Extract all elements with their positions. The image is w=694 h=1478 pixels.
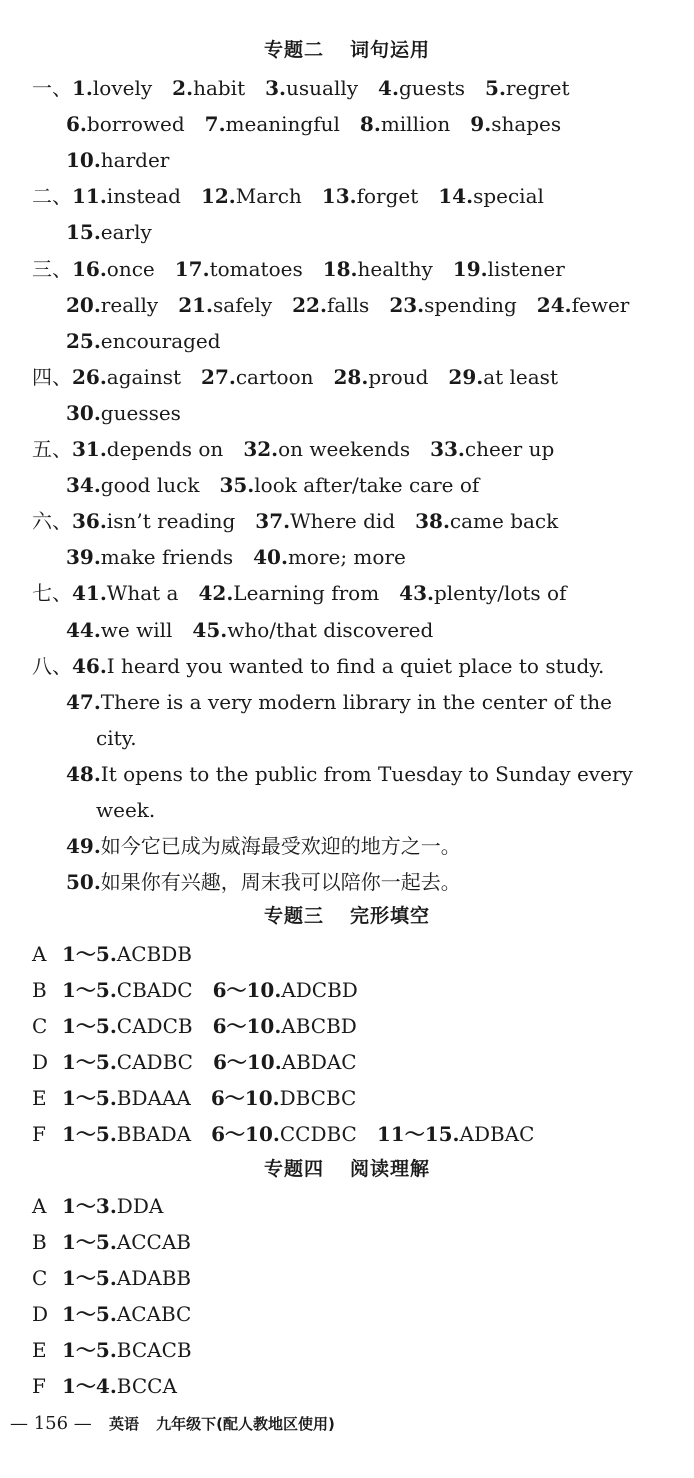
answer-line <box>66 868 461 896</box>
passage-letter: E <box>32 1086 47 1110</box>
answer-letters: ABDAC <box>281 1050 357 1074</box>
question-number: 42. <box>198 581 234 606</box>
answer-item <box>66 543 233 571</box>
answer-line <box>32 74 570 102</box>
question-number: 47. <box>66 689 101 714</box>
question-number: 35. <box>219 473 255 498</box>
answer-key-row <box>32 1012 357 1040</box>
question-number: 1. <box>72 76 93 100</box>
question-number: 48. <box>66 761 101 786</box>
answer-text: meaningful <box>225 112 340 137</box>
topic4-title-label: 专题四 <box>263 1158 324 1180</box>
answer-key-row <box>32 1336 192 1364</box>
question-number: 19. <box>452 256 488 281</box>
answer-text: It opens to the public from Tuesday to Sunday every <box>100 761 633 786</box>
question-number: 23. <box>389 292 425 317</box>
topic4-title-name: 阅读理解 <box>350 1158 431 1180</box>
answer-line <box>66 760 633 788</box>
footer-subject: 英语 <box>108 1415 139 1433</box>
answer-letters: CCDBC <box>279 1122 357 1146</box>
answer-text: we will <box>100 617 173 642</box>
answer-item <box>66 832 461 860</box>
answer-text: tomatoes <box>209 256 303 281</box>
answer-line <box>66 327 221 355</box>
section-number: 四、 <box>32 364 72 389</box>
topic4-title <box>0 1155 694 1183</box>
answer-text: borrowed <box>86 112 185 137</box>
answer-item <box>415 507 558 535</box>
answer-line <box>32 652 604 680</box>
answer-key-row <box>32 1084 356 1112</box>
question-number: 29. <box>448 364 484 389</box>
answer-text: March <box>235 184 302 209</box>
answer-text: forget <box>356 184 419 209</box>
question-number: 33. <box>430 437 465 461</box>
answer-item <box>430 435 554 463</box>
answer-line <box>32 182 544 210</box>
answer-text: proud <box>368 364 429 389</box>
answer-item <box>72 255 155 283</box>
answer-key-row <box>32 940 192 968</box>
passage-letter: F <box>32 1374 46 1398</box>
question-number: 40. <box>253 545 288 570</box>
topic3-title-label: 专题三 <box>263 905 324 927</box>
answer-line <box>66 688 612 716</box>
answer-letters: ACCAB <box>116 1230 191 1254</box>
answer-letters: CBADC <box>116 978 193 1002</box>
answer-text: habit <box>193 76 246 100</box>
answer-text: listener <box>487 256 565 281</box>
answer-item <box>66 616 172 644</box>
answer-group <box>62 1012 193 1040</box>
answer-line <box>66 832 461 860</box>
question-range: 6～10. <box>211 1122 280 1146</box>
answer-item <box>378 74 465 102</box>
question-range: 1～5. <box>62 1338 117 1362</box>
question-number: 41. <box>72 581 107 606</box>
answer-text: came back <box>449 509 559 534</box>
answer-text: spending <box>424 292 517 317</box>
question-number: 14. <box>438 184 474 209</box>
question-number: 4. <box>378 76 399 100</box>
answer-key-row <box>32 976 358 1004</box>
question-range: 6～10. <box>212 1014 282 1038</box>
question-number: 11. <box>72 184 107 209</box>
question-range: 1～5. <box>62 1014 117 1038</box>
question-range: 1～5. <box>62 1122 117 1146</box>
question-number: 17. <box>174 256 210 281</box>
question-range: 1～3. <box>62 1194 117 1218</box>
question-number: 27. <box>201 364 236 389</box>
answer-group <box>213 976 358 1004</box>
question-number: 32. <box>243 437 279 461</box>
question-number: 2. <box>172 76 194 100</box>
question-number: 3. <box>265 76 286 100</box>
answer-letters: ABCBD <box>281 1014 357 1038</box>
answer-text: really <box>100 292 159 317</box>
question-number: 50. <box>66 870 101 895</box>
answer-item <box>178 291 272 319</box>
question-number: 28. <box>333 364 369 389</box>
answer-letters: ADABB <box>116 1266 192 1290</box>
question-number: 25. <box>66 328 101 353</box>
section-number: 六、 <box>32 509 72 534</box>
section-number: 八、 <box>32 653 72 678</box>
answer-key-row <box>32 1048 357 1076</box>
question-range: 1～5. <box>62 1086 117 1110</box>
answer-text: instead <box>106 184 181 209</box>
question-range: 6～10. <box>212 1050 282 1074</box>
question-range: 6～10. <box>212 978 282 1002</box>
answer-item <box>72 652 604 680</box>
answer-group <box>213 1048 357 1076</box>
answer-letters: BBADA <box>116 1122 192 1146</box>
answer-item <box>201 363 313 391</box>
answer-group <box>62 1336 192 1364</box>
answer-item <box>96 724 137 752</box>
answer-item <box>175 255 303 283</box>
answer-item <box>453 255 565 283</box>
topic2-title-name: 词句运用 <box>350 39 431 61</box>
question-range: 1～5. <box>62 1050 117 1074</box>
question-number: 18. <box>322 256 358 281</box>
answer-line <box>66 616 433 644</box>
answer-item <box>72 435 223 463</box>
answer-item <box>360 110 450 138</box>
question-number: 37. <box>255 509 291 534</box>
question-number: 16. <box>72 256 107 281</box>
answer-item <box>198 579 379 607</box>
answer-letters: ADBAC <box>459 1122 535 1146</box>
question-number: 38. <box>415 509 450 534</box>
answer-item <box>201 182 302 210</box>
answer-line <box>66 218 152 246</box>
answer-letters: DBCBC <box>279 1086 357 1110</box>
answer-group <box>62 1120 191 1148</box>
question-number: 30. <box>66 400 101 425</box>
passage-letter: C <box>32 1266 48 1290</box>
section-number: 七、 <box>32 581 72 606</box>
answer-text: more; more <box>287 545 406 570</box>
answer-item <box>265 74 358 102</box>
answer-key-row <box>32 1228 191 1256</box>
answer-group <box>62 1264 191 1292</box>
answer-text: against <box>106 364 182 389</box>
footer-grade: 九年级下(配人教地区使用) <box>156 1415 335 1433</box>
answer-item <box>253 543 406 571</box>
passage-letter: D <box>32 1302 49 1326</box>
answer-item <box>66 688 612 716</box>
answer-line <box>96 724 137 752</box>
answer-group <box>213 1012 357 1040</box>
question-number: 45. <box>192 617 228 642</box>
answer-text: once <box>106 256 155 281</box>
question-number: 26. <box>72 364 107 389</box>
answer-item <box>72 579 178 607</box>
answer-item <box>389 291 516 319</box>
answer-group <box>62 1228 191 1256</box>
answer-item <box>96 796 155 824</box>
answer-text: guests <box>398 76 466 100</box>
question-number: 15. <box>66 220 101 245</box>
answer-item <box>470 110 561 138</box>
answer-item <box>72 182 181 210</box>
answer-item <box>66 868 461 896</box>
answer-item <box>292 291 369 319</box>
answer-text: harder <box>100 148 170 173</box>
answer-item <box>485 74 570 102</box>
answer-text: 如果你有兴趣，周末我可以陪你一起去。 <box>100 870 461 895</box>
answer-text: usually <box>286 76 359 100</box>
answer-item <box>438 182 544 210</box>
answer-line <box>96 796 155 824</box>
answer-letters: DDA <box>116 1194 164 1218</box>
answer-group <box>62 1372 177 1400</box>
passage-letter: A <box>32 942 47 966</box>
answer-key-row <box>32 1192 163 1220</box>
question-number: 12. <box>200 184 236 209</box>
answer-text: week. <box>96 798 156 822</box>
question-number: 39. <box>66 545 101 570</box>
section-number: 一、 <box>32 76 72 100</box>
answer-line <box>32 363 558 391</box>
answer-line <box>32 507 558 535</box>
question-range: 1～5. <box>62 978 117 1002</box>
answer-item <box>66 399 181 427</box>
answer-letters: BDAAA <box>116 1086 191 1110</box>
question-number: 9. <box>470 112 492 137</box>
answer-group <box>62 1192 163 1220</box>
answer-text: cheer up <box>464 437 555 461</box>
answer-letters: CADBC <box>116 1050 193 1074</box>
question-number: 5. <box>485 76 506 100</box>
answer-item <box>66 110 185 138</box>
answer-key-row <box>32 1264 191 1292</box>
answer-item <box>323 255 433 283</box>
passage-letter: E <box>32 1338 47 1362</box>
answer-text: There is a very modern library in the center of the <box>100 689 613 714</box>
section-number: 五、 <box>32 437 72 461</box>
question-range: 1～5. <box>62 1266 117 1290</box>
question-range: 1～5. <box>62 1302 117 1326</box>
answer-text: depends on <box>106 437 224 461</box>
answer-group <box>211 1120 357 1148</box>
answer-text: fewer <box>571 292 630 317</box>
answer-item <box>72 507 235 535</box>
topic3-title <box>0 902 694 930</box>
answer-letters: ACABC <box>116 1302 192 1326</box>
question-range: 6～10. <box>210 1086 280 1110</box>
answer-line <box>32 435 554 463</box>
answer-item <box>192 616 433 644</box>
question-range: 1～5. <box>62 942 117 966</box>
answer-item <box>448 363 558 391</box>
question-number: 43. <box>399 581 434 606</box>
answer-item <box>243 435 410 463</box>
question-number: 6. <box>66 112 87 137</box>
question-number: 36. <box>72 509 107 534</box>
answer-line <box>32 255 565 283</box>
section-number: 三、 <box>32 256 72 281</box>
passage-letter: B <box>32 1230 47 1254</box>
question-number: 7. <box>204 112 226 137</box>
answer-text: What a <box>106 581 179 606</box>
answer-text: healthy <box>357 256 433 281</box>
answer-line <box>66 291 629 319</box>
answer-item <box>66 471 199 499</box>
question-number: 34. <box>66 473 101 498</box>
answer-item <box>66 218 152 246</box>
answer-group <box>377 1120 535 1148</box>
page-footer <box>10 1411 335 1437</box>
answer-item <box>537 291 630 319</box>
question-number: 44. <box>66 617 101 642</box>
topic2-title <box>0 36 694 64</box>
answer-text: million <box>380 112 451 137</box>
question-number: 20. <box>66 292 101 317</box>
question-number: 22. <box>292 292 327 317</box>
answer-item <box>66 146 169 174</box>
passage-letter: B <box>32 978 47 1002</box>
answer-item <box>219 471 479 499</box>
question-number: 10. <box>66 148 101 173</box>
question-range: 11～15. <box>376 1122 460 1146</box>
answer-text: plenty/lots of <box>433 581 567 606</box>
answer-group <box>62 1048 193 1076</box>
question-number: 46. <box>72 653 107 678</box>
question-number: 21. <box>178 292 214 317</box>
answer-text: special <box>473 184 544 209</box>
answer-text: on weekends <box>278 437 411 461</box>
question-range: 1～4. <box>62 1374 117 1398</box>
passage-letter: D <box>32 1050 49 1074</box>
topic2-title-label: 专题二 <box>263 39 324 61</box>
answer-line <box>66 543 406 571</box>
answer-text: cartoon <box>235 364 314 389</box>
answer-letters: ACBDB <box>116 942 192 966</box>
answer-item <box>322 182 418 210</box>
answer-letters: ADCBD <box>281 978 358 1002</box>
answer-text: lovely <box>92 76 153 100</box>
answer-group <box>62 1300 191 1328</box>
answer-text: safely <box>213 292 273 317</box>
answer-line <box>66 110 561 138</box>
passage-letter: A <box>32 1194 47 1218</box>
question-number: 8. <box>359 112 381 137</box>
answer-group <box>211 1084 357 1112</box>
answer-text: encouraged <box>100 328 221 353</box>
passage-letter: C <box>32 1014 48 1038</box>
answer-text: 如今它已成为威海最受欢迎的地方之一。 <box>100 834 461 859</box>
answer-item <box>66 760 633 788</box>
answer-text: regret <box>505 76 570 100</box>
answer-item <box>72 74 152 102</box>
answer-group <box>62 976 193 1004</box>
topic3-title-name: 完形填空 <box>350 905 431 927</box>
answer-text: look after/take care of <box>254 473 480 498</box>
answer-key-row <box>32 1372 177 1400</box>
question-number: 13. <box>321 184 357 209</box>
answer-text: Learning from <box>233 581 380 606</box>
answer-text: early <box>100 220 152 245</box>
question-number: 24. <box>536 292 572 317</box>
answer-text: shapes <box>491 112 562 137</box>
answer-text: good luck <box>100 473 200 498</box>
answer-item <box>172 74 245 102</box>
answer-group <box>62 1084 191 1112</box>
answer-text: isn’t reading <box>106 509 236 534</box>
passage-letter: F <box>32 1122 46 1146</box>
question-range: 1～5. <box>62 1230 117 1254</box>
answer-item <box>66 291 158 319</box>
answer-item <box>399 579 566 607</box>
answer-text: who/that discovered <box>227 617 434 642</box>
answer-text: make friends <box>100 545 234 570</box>
answer-line <box>66 399 181 427</box>
answer-letters: CADCB <box>116 1014 193 1038</box>
answer-text: I heard you wanted to find a quiet place to study. <box>106 653 605 678</box>
answer-letters: BCCA <box>116 1374 177 1398</box>
answer-item <box>334 363 429 391</box>
answer-item <box>72 363 181 391</box>
answer-key-row <box>32 1300 191 1328</box>
answer-item <box>205 110 340 138</box>
answer-text: at least <box>483 364 558 389</box>
question-number: 49. <box>66 834 101 859</box>
answer-line <box>66 471 479 499</box>
answer-text: falls <box>326 292 370 317</box>
page-number: — 156 — <box>10 1413 92 1434</box>
section-number: 二、 <box>32 184 72 209</box>
answer-item <box>66 327 221 355</box>
answer-line <box>66 146 169 174</box>
answer-key-row <box>32 1120 534 1148</box>
answer-text: guesses <box>100 400 181 425</box>
answer-text: Where did <box>290 509 396 534</box>
answer-text: city. <box>96 725 137 750</box>
answer-line <box>32 579 567 607</box>
answer-item <box>255 507 395 535</box>
question-number: 31. <box>72 437 107 461</box>
answer-letters: BCACB <box>116 1338 192 1362</box>
answer-group <box>62 940 192 968</box>
